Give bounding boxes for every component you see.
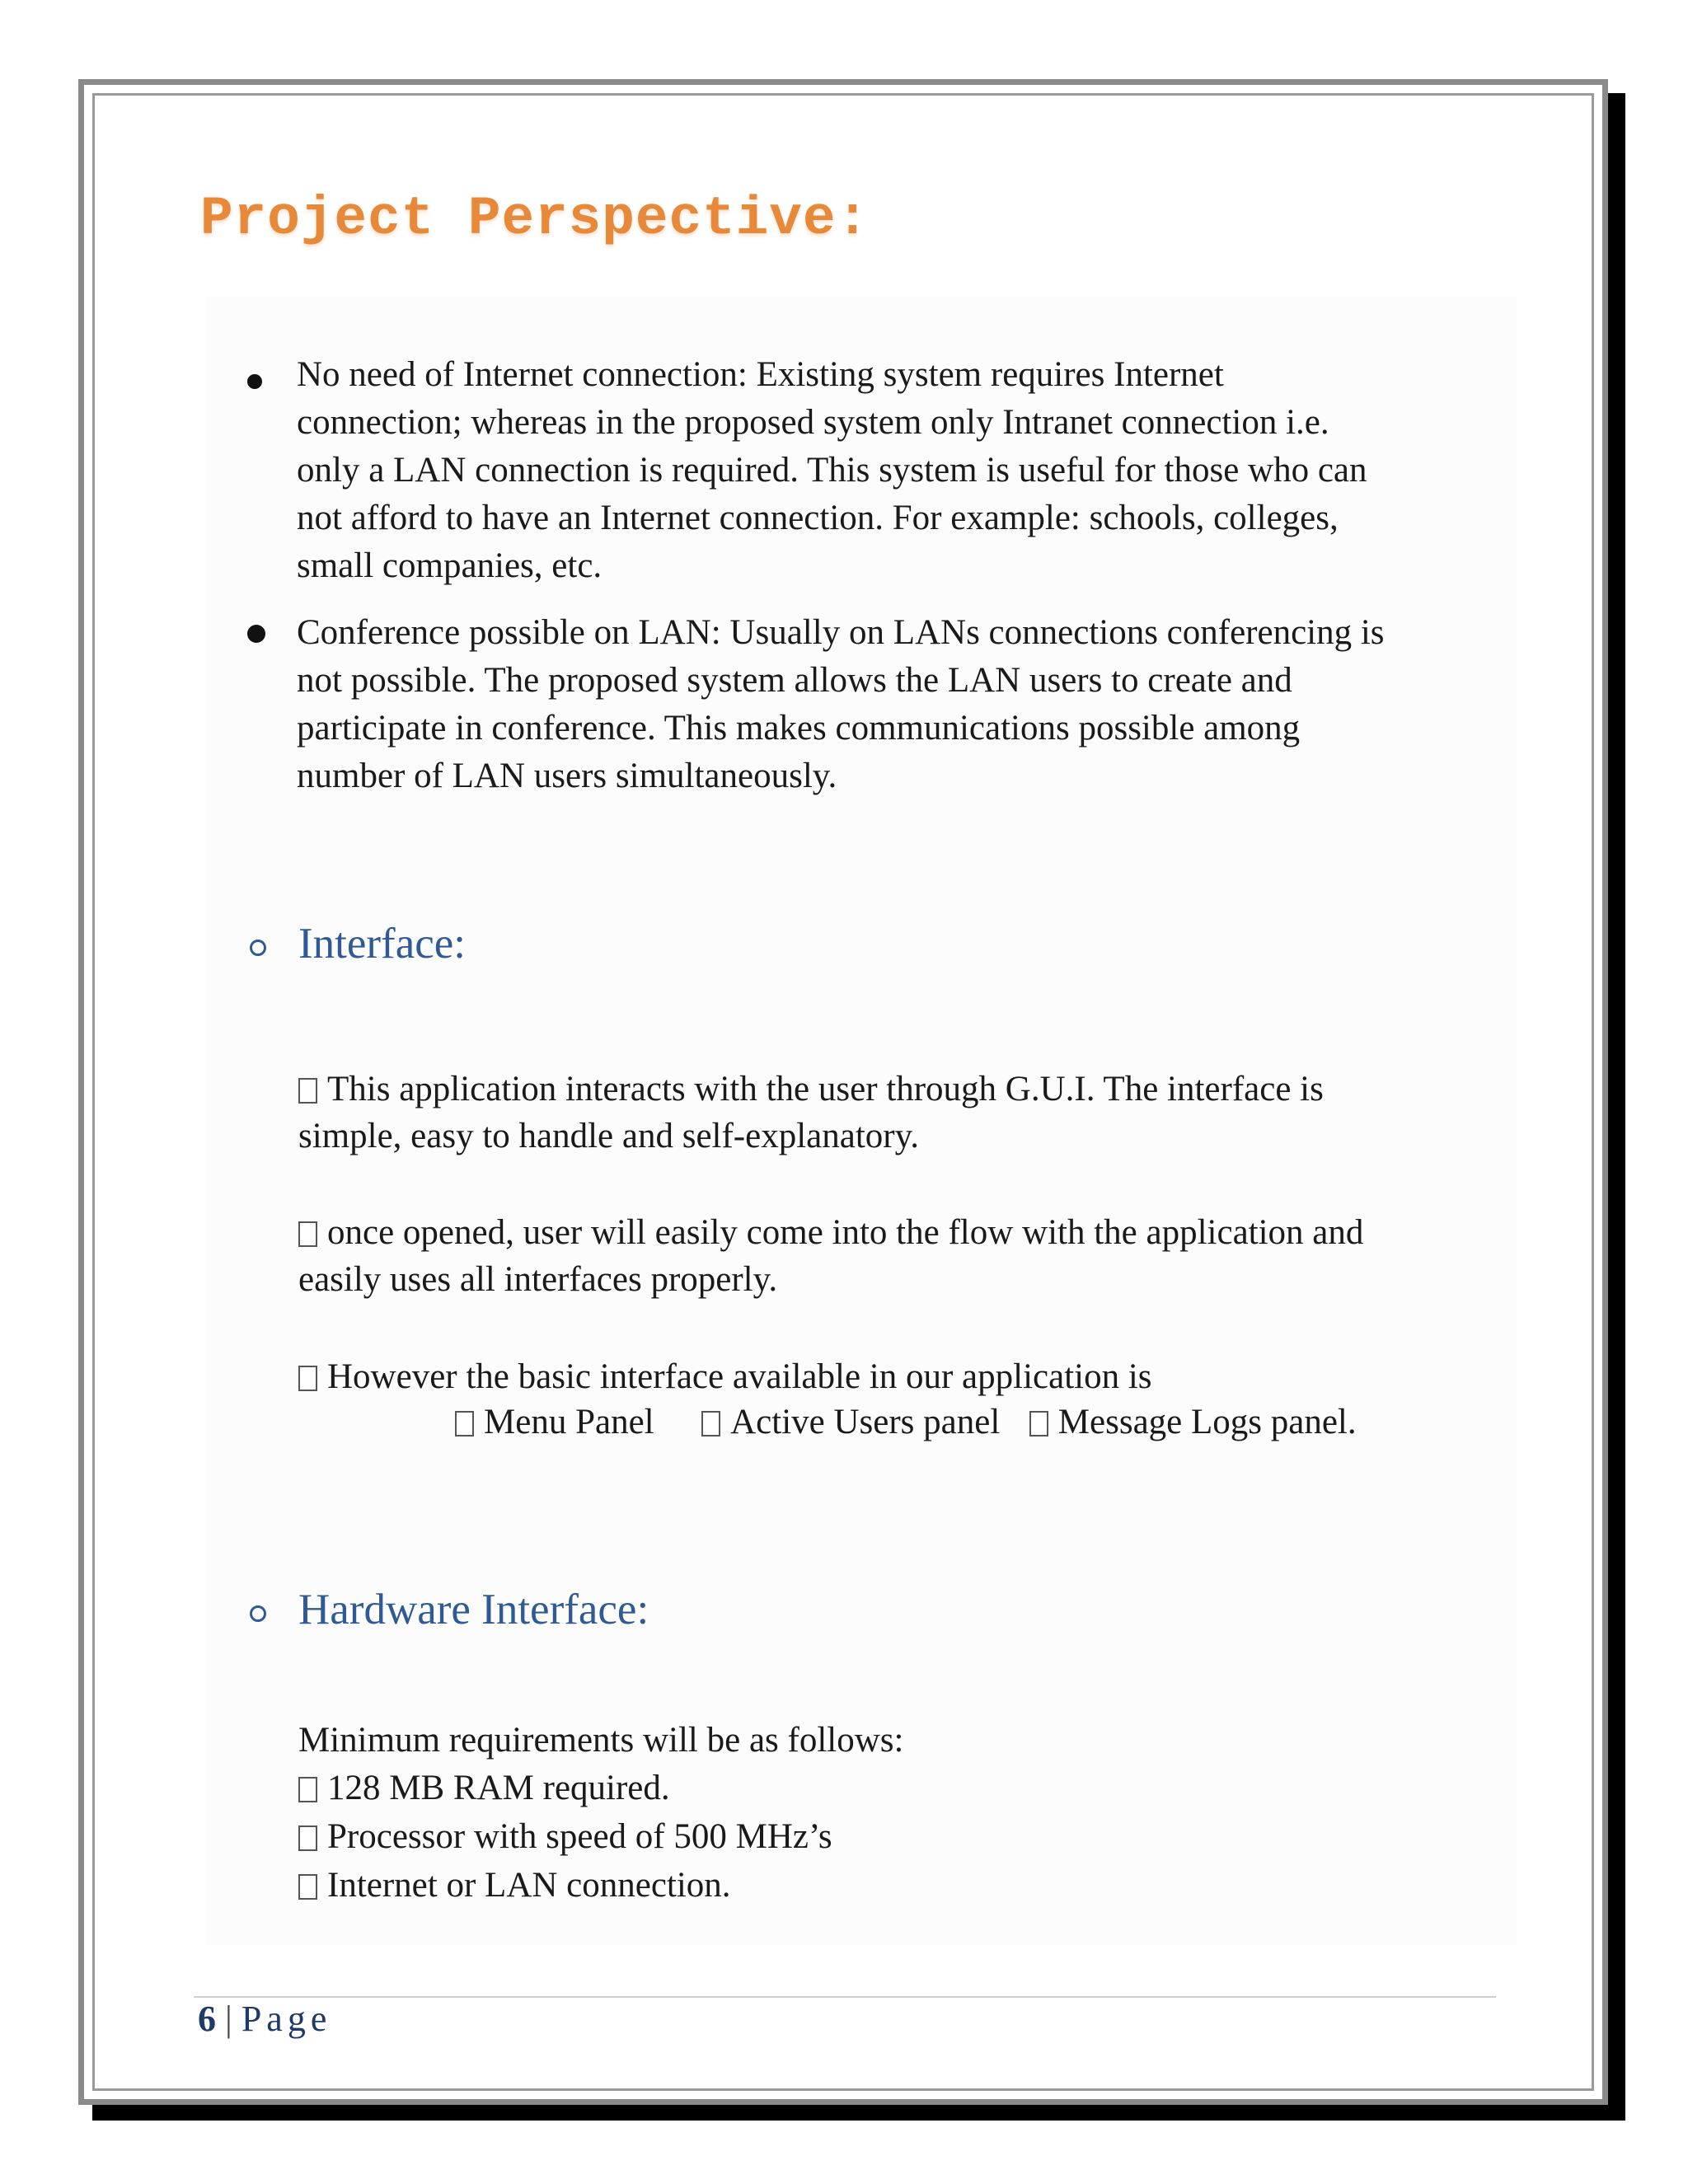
- bullet-item-internet: [297, 351, 1492, 590]
- requirement-item: 128 MB RAM required.: [298, 1765, 670, 1812]
- circle-bullet-icon: [250, 1605, 266, 1622]
- bullet-line: Conference possible on LAN: Usually on LANs connections conferencing is: [297, 613, 1385, 652]
- bullet-line: participate in conference. This makes communications possible among: [297, 709, 1301, 748]
- panel-list: [455, 1399, 1357, 1446]
- footer-page-label: Page: [241, 1999, 332, 2039]
- checkbox-glyph-icon: [298, 1825, 317, 1851]
- panel-item: Menu Panel: [455, 1403, 654, 1441]
- page-title: Project Perspective:: [200, 188, 870, 250]
- bullet-icon: [247, 374, 262, 389]
- interface-paragraph-line: This application interacts with the user through G.U.I. The interface is: [298, 1066, 1324, 1113]
- circle-bullet-icon: [250, 940, 266, 956]
- panel-item: Active Users panel: [701, 1403, 1000, 1441]
- hardware-heading: Hardware Interface:: [298, 1586, 649, 1633]
- footer-divider: [194, 1996, 1496, 1998]
- checkbox-glyph-icon: [701, 1411, 720, 1436]
- bullet-icon: [247, 625, 265, 643]
- checkbox-glyph-icon: [298, 1366, 317, 1391]
- checkbox-glyph-icon: [298, 1078, 317, 1104]
- page-footer: [198, 1994, 331, 2044]
- checkbox-glyph-icon: [298, 1221, 317, 1247]
- requirement-item: Internet or LAN connection.: [298, 1862, 731, 1910]
- panel-item: Message Logs panel.: [1029, 1403, 1357, 1441]
- bullet-line: only a LAN connection is required. This system is useful for those who can: [297, 451, 1367, 490]
- bullet-line: small companies, etc.: [297, 546, 603, 585]
- checkbox-glyph-icon: [455, 1411, 474, 1436]
- interface-paragraph-line: simple, easy to handle and self-explanatory.: [298, 1117, 920, 1155]
- checkbox-glyph-icon: [298, 1874, 317, 1900]
- bullet-line: connection; whereas in the proposed system only Intranet connection i.e.: [297, 403, 1329, 442]
- interface-heading: Interface:: [298, 920, 466, 968]
- hardware-intro: Minimum requirements will be as follows:: [298, 1721, 904, 1760]
- checkbox-glyph-icon: [298, 1777, 317, 1802]
- page-number: 6: [198, 1999, 216, 2039]
- footer-separator: |: [225, 1999, 232, 2039]
- interface-paragraph-line: easily uses all interfaces properly.: [298, 1260, 778, 1299]
- interface-paragraph-line: However the basic interface available in our application is: [298, 1353, 1152, 1401]
- bullet-line: not afford to have an Internet connection. For example: schools, colleges,: [297, 499, 1339, 537]
- checkbox-glyph-icon: [1029, 1411, 1048, 1436]
- interface-paragraph-line: once opened, user will easily come into the flow with the application and: [298, 1209, 1363, 1257]
- bullet-line: number of LAN users simultaneously.: [297, 757, 837, 795]
- bullet-item-conference: [297, 609, 1492, 800]
- bullet-line: No need of Internet connection: Existing system requires Internet: [297, 355, 1224, 394]
- bullet-line: not possible. The proposed system allows the LAN users to create and: [297, 661, 1292, 700]
- requirement-item: Processor with speed of 500 MHz’s: [298, 1813, 832, 1861]
